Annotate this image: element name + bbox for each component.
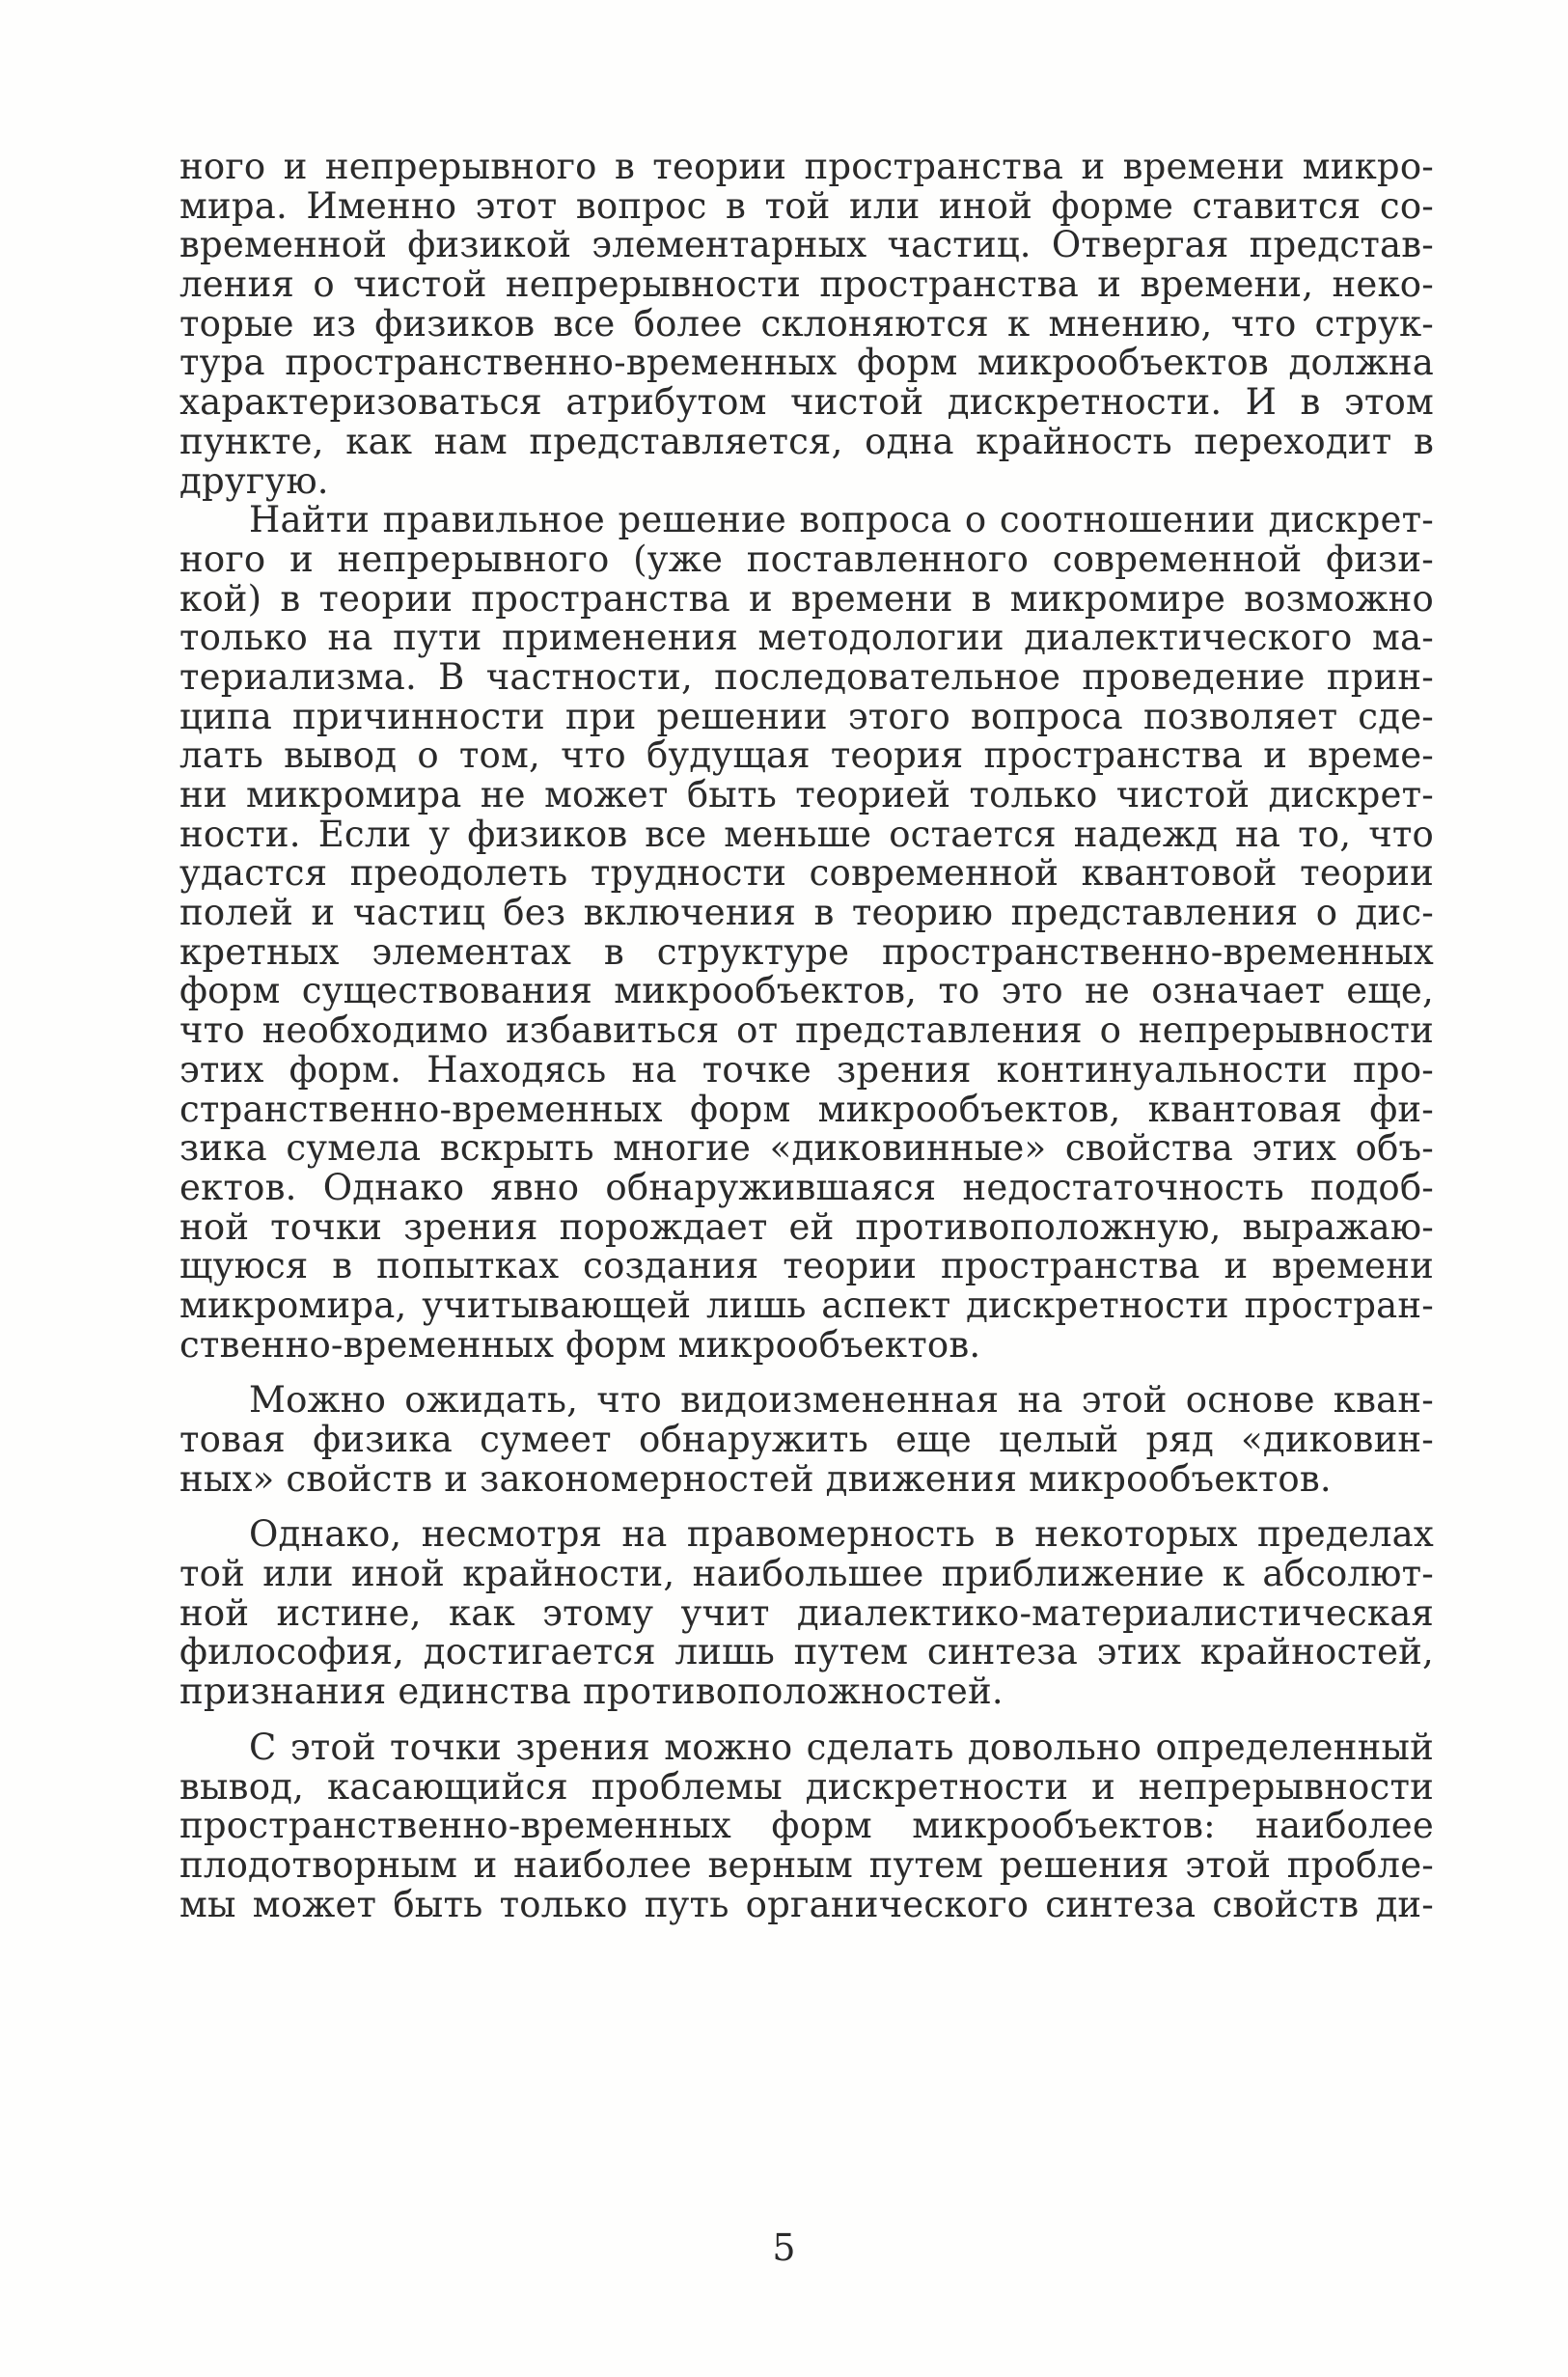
body-text bbox=[179, 148, 1434, 1924]
text-line: Найти правильное решение вопроса о соотношении дискрет- bbox=[249, 499, 1434, 541]
text-line: пункте, как нам представляется, одна крайность переходит в bbox=[179, 420, 1434, 462]
text-line: ципа причинности при решении этого вопроса позволяет сде- bbox=[179, 695, 1434, 737]
text-line: пространственно-временных форм микрообъектов: наиболее bbox=[179, 1805, 1434, 1847]
text-line: ектов. Однако явно обнаружившаяся недостаточность подоб- bbox=[179, 1166, 1434, 1208]
text-line: ни микромира не может быть теорией только чистой дискрет- bbox=[179, 774, 1434, 815]
text-line: мира. Именно этот вопрос в той или иной форме ставится со- bbox=[179, 184, 1434, 227]
text-line: С этой точки зрения можно сделать довольно определенный bbox=[249, 1726, 1434, 1768]
text-line: другую. bbox=[179, 459, 329, 502]
text-line: териализма. В частности, последовательное проведение прин- bbox=[179, 655, 1434, 698]
text-line: торые из физиков все более склоняются к мнению, что струк- bbox=[179, 302, 1434, 345]
text-line: ной точки зрения порождает ей противоположную, выражаю- bbox=[179, 1205, 1434, 1248]
text-line: ления о чистой непрерывности пространства и времени, неко- bbox=[179, 263, 1434, 306]
text-line: Однако, несмотря на правомерность в некоторых пределах bbox=[249, 1513, 1434, 1556]
text-line: мы может быть только путь органического синтеза свойств ди- bbox=[179, 1883, 1434, 1925]
text-line: плодотворным и наиболее верным путем решения этой пробле- bbox=[179, 1843, 1434, 1886]
text-line: щуюся в попытках создания теории пространства и времени bbox=[179, 1245, 1434, 1287]
text-line: тура пространственно-временных форм микрообъектов должна bbox=[179, 342, 1434, 384]
text-line: философия, достигается лишь путем синтеза этих крайностей, bbox=[179, 1631, 1434, 1673]
text-line: что необходимо избавиться от представления о непрерывности bbox=[179, 1009, 1434, 1052]
text-line: ственно-временных форм микрообъектов. bbox=[179, 1323, 981, 1366]
text-line: признания единства противоположностей. bbox=[179, 1671, 1004, 1713]
text-line: ности. Если у физиков все меньше остается надежд на то, что bbox=[179, 813, 1434, 855]
text-line: этих форм. Находясь на точке зрения континуальности про- bbox=[179, 1048, 1434, 1091]
text-line: ных» свойств и закономерностей движения микрообъектов. bbox=[179, 1457, 1332, 1500]
text-line: удастся преодолеть трудности современной квантовой теории bbox=[179, 852, 1434, 895]
text-line: товая физика сумеет обнаружить еще целый ряд «диковин- bbox=[179, 1419, 1434, 1460]
text-line: лать вывод о том, что будущая теория пространства и време- bbox=[179, 734, 1434, 777]
text-line: той или иной крайности, наибольшее приближение к абсолют- bbox=[179, 1553, 1434, 1595]
text-line: форм существования микрообъектов, то это не означает еще, bbox=[179, 970, 1434, 1012]
page-number: 5 bbox=[772, 2226, 796, 2269]
text-line: временной физикой элементарных частиц. Отвергая представ- bbox=[179, 224, 1434, 266]
text-line: характеризоваться атрибутом чистой дискретности. И в этом bbox=[179, 381, 1434, 424]
text-line: только на пути применения методологии диалектического ма- bbox=[179, 617, 1434, 659]
text-line: полей и частиц без включения в теорию представления о дис- bbox=[179, 892, 1434, 934]
text-line: кретных элементах в структуре пространственно-временных bbox=[179, 930, 1434, 973]
text-line: микромира, учитывающей лишь аспект дискретности простран- bbox=[179, 1284, 1434, 1326]
text-line: ного и непрерывного в теории пространства и времени микро- bbox=[179, 146, 1434, 187]
text-line: зика сумела вскрыть многие «диковинные» свойства этих объ- bbox=[179, 1127, 1434, 1170]
text-line: странственно-временных форм микрообъектов, квантовая фи- bbox=[179, 1088, 1434, 1130]
text-line: кой) в теории пространства и времени в микромире возможно bbox=[179, 577, 1434, 620]
text-line: ного и непрерывного (уже поставленного современной физи- bbox=[179, 538, 1434, 580]
text-line: вывод, касающийся проблемы дискретности и непрерывности bbox=[179, 1765, 1434, 1808]
text-line: ной истине, как этому учит диалектико-материалистическая bbox=[179, 1591, 1434, 1634]
text-line: Можно ожидать, что видоизмененная на этой основе кван- bbox=[249, 1379, 1434, 1422]
